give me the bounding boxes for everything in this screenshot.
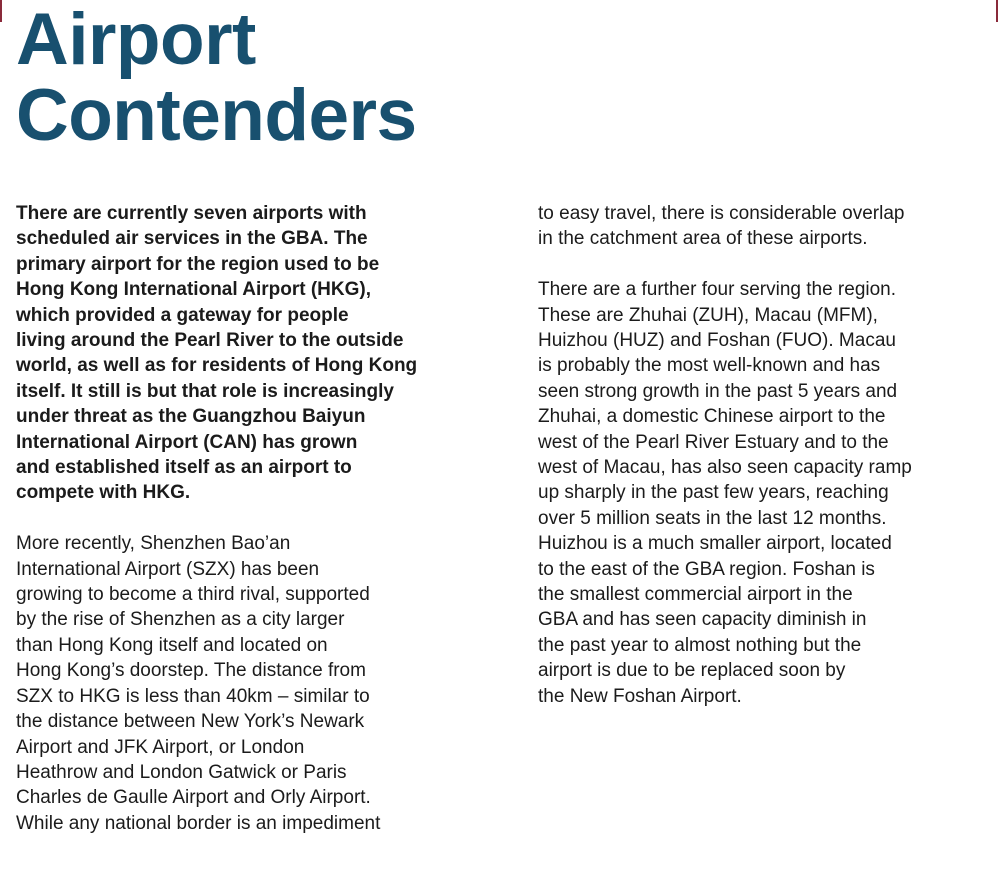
lead-line: There are currently seven airports with (16, 203, 367, 224)
body-line: Zhuhai, a domestic Chinese airport to the (538, 406, 886, 428)
body-line: the smallest commercial airport in the (538, 584, 853, 606)
body-line: to the east of the GBA region. Foshan is (538, 558, 875, 580)
lead-line: which provided a gateway for people (16, 304, 349, 326)
body-line: the distance between New York’s Newark (16, 711, 365, 733)
lead-line: scheduled air services in the GBA. The (16, 228, 368, 250)
body-line: Huizhou (HUZ) and Foshan (FUO). Macau (538, 330, 896, 352)
body-line: than Hong Kong itself and located on (16, 634, 328, 656)
body-line: the New Foshan Airport. (538, 685, 742, 707)
lead-line: itself. It still is but that role is increasingly (16, 380, 394, 402)
paragraph-gap (16, 506, 486, 531)
paragraph-gap (538, 252, 988, 277)
body-line: More recently, Shenzhen Bao’an (16, 533, 291, 555)
right-column (538, 201, 988, 709)
body-line: These are Zhuhai (ZUH), Macau (MFM), (538, 304, 878, 326)
body-line: Huizhou is a much smaller airport, located (538, 533, 892, 555)
body-line: Heathrow and London Gatwick or Paris (16, 761, 347, 783)
body-line: There are a further four serving the region. (538, 279, 897, 301)
body-line: the past year to almost nothing but the (538, 634, 862, 656)
left-edge-accent (0, 0, 2, 22)
body-line: up sharply in the past few years, reaching (538, 482, 889, 504)
page-title (16, 2, 417, 154)
body-line: by the rise of Shenzhen as a city larger (16, 609, 345, 631)
body-line: to easy travel, there is considerable overlap (538, 203, 905, 224)
body-paragraph-szx (16, 531, 486, 836)
lead-line: living around the Pearl River to the outside (16, 330, 404, 352)
body-line: is probably the most well-known and has (538, 355, 881, 377)
body-line: west of Macau, has also seen capacity ramp (538, 457, 912, 479)
body-line: Airport and JFK Airport, or London (16, 736, 305, 758)
lead-line: under threat as the Guangzhou Baiyun (16, 406, 366, 428)
body-line: growing to become a third rival, supported (16, 584, 370, 606)
lead-line: primary airport for the region used to be (16, 253, 380, 275)
continuation-paragraph (538, 201, 988, 252)
body-line: west of the Pearl River Estuary and to the (538, 431, 889, 453)
body-line: Charles de Gaulle Airport and Orly Airport. (16, 787, 371, 809)
lead-line: compete with HKG. (16, 482, 191, 504)
title-line-2: Contenders (16, 75, 417, 156)
lead-line: world, as well as for residents of Hong Kong (16, 355, 418, 377)
body-line: in the catchment area of these airports. (538, 228, 868, 250)
title-line-1: Airport (16, 0, 256, 80)
lead-line: International Airport (CAN) has grown (16, 431, 358, 453)
lead-paragraph (16, 201, 486, 506)
body-line: over 5 million seats in the last 12 months. (538, 507, 887, 529)
body-line: International Airport (SZX) has been (16, 558, 320, 580)
body-line: SZX to HKG is less than 40km – similar to (16, 685, 370, 707)
body-line: Hong Kong’s doorstep. The distance from (16, 660, 366, 682)
body-line: airport is due to be replaced soon by (538, 660, 846, 682)
body-paragraph-four-airports (538, 277, 988, 709)
body-line: While any national border is an impediment (16, 812, 381, 834)
lead-line: and established itself as an airport to (16, 457, 352, 479)
left-column (16, 201, 486, 836)
body-line: seen strong growth in the past 5 years and (538, 380, 898, 402)
body-line: GBA and has seen capacity diminish in (538, 609, 867, 631)
lead-line: Hong Kong International Airport (HKG), (16, 279, 371, 301)
